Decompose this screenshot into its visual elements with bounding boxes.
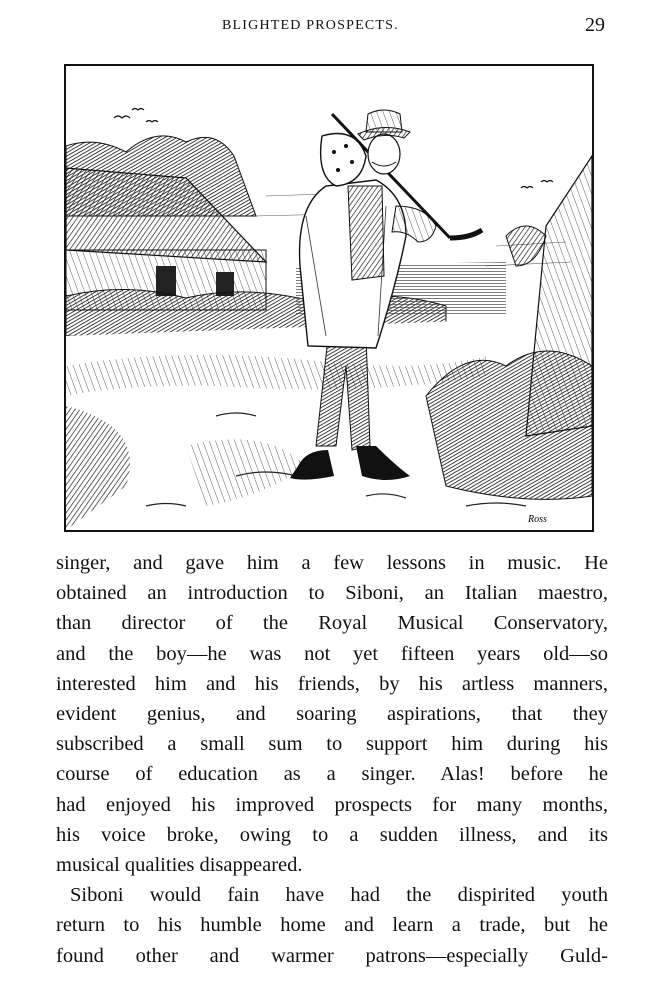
engraving-drawing xyxy=(66,66,592,530)
text-line: singer, and gave him a few lessons in music. He xyxy=(56,552,608,574)
page-number: 29 xyxy=(585,14,605,36)
text-line: subscribed a small sum to support him during his xyxy=(56,733,608,756)
text-line: his voice broke, owing to a sudden illness, and its xyxy=(56,823,608,846)
text-line: interested him and his friends, by his artless manners, xyxy=(56,672,608,695)
text-line: and the boy—he was not yet fifteen years old—so xyxy=(56,642,608,665)
body-text xyxy=(56,548,608,971)
text-line: found other and warmer patrons—especially Guld- xyxy=(56,944,608,967)
text-line: return to his humble home and learn a trade, but he xyxy=(56,914,608,937)
text-line: evident genius, and soaring aspirations, that they xyxy=(56,703,608,726)
running-title: BLIGHTED PROSPECTS. xyxy=(222,18,399,33)
text-line: course of education as a singer. Alas! before he xyxy=(56,763,608,786)
text-line: musical qualities disappeared. xyxy=(56,854,303,877)
page-header xyxy=(0,14,659,38)
text-line: Siboni would fain have had the dispirited youth xyxy=(70,884,608,907)
text-line: obtained an introduction to Siboni, an Italian maestro, xyxy=(56,582,608,605)
text-line: than director of the Royal Musical Conservatory, xyxy=(56,612,608,635)
engraving-illustration xyxy=(64,64,594,532)
text-line: had enjoyed his improved prospects for many months, xyxy=(56,793,608,816)
artist-signature: Ross xyxy=(528,514,547,525)
